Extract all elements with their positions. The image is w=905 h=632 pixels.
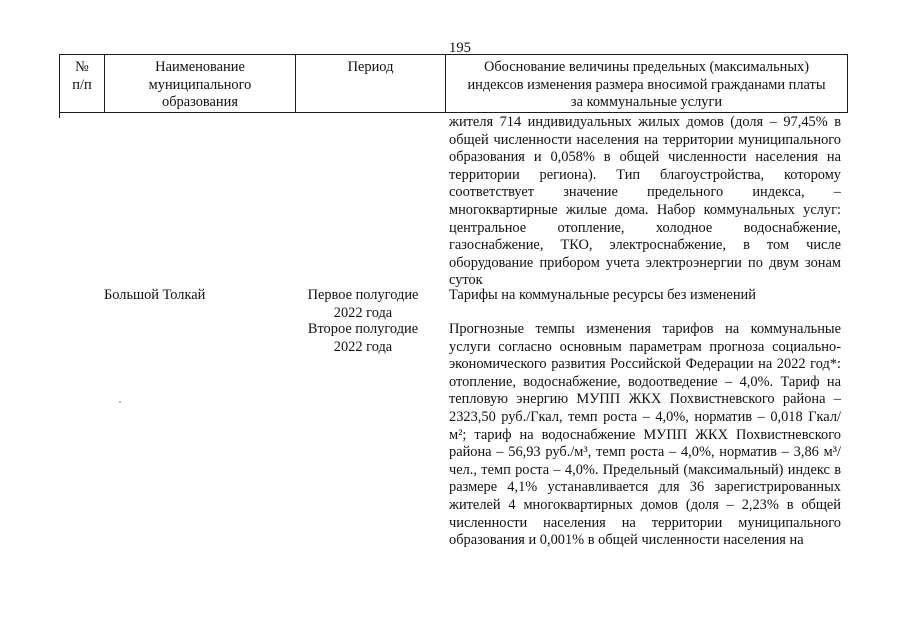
page-number: 195 [449,40,471,56]
header-number: № п/п [72,59,92,93]
period-second-half: Второе полугодие 2022 года [307,321,419,355]
scan-speck [119,401,121,403]
municipality-name: Большой Толкай [104,287,206,303]
justification-second-half: Прогнозные темпы изменения тарифов на коммунальные услуги согласно основным параметрам прогноза социально-экономического развития Российской Федерации на 2022 год*: отопление, водоснабжение, водоотведение – 4,0%. Тариф на тепловую энергию МУПП ЖКХ Похвистневского района – 2323,50 руб./Гкал, темп роста – 4,0%, норматив – 0,018 Гкал/м²; тариф на водоснабжение МУПП ЖКХ Похвистневского района – 56,93 руб./м³, темп роста – 4,0%, норматив – 3,86 м³/чел., темп роста – 4,0%. Предельный (максимальный) индекс в размере 4,1% устанавливается для 36 зарегистрированных жителей 4 многоквартирных домов (доля – 2,23% в общей численности населения на территории муниципального образования и 0,001% в общей численности населения на [449,321,841,549]
header-municipality: Наименование муниципального образования [148,59,252,110]
header-period: Период [347,59,394,75]
period-first-half: Первое полугодие 2022 года [307,287,419,321]
table-left-border [59,112,60,118]
continuation-text: жителя 714 индивидуальных жилых домов (доля – 97,45% в общей численности населения на территории муниципального образования и 0,058% в общей численности населения на территории региона). Тип благоустройства, которому соответствует значение предельного индекса, – многоквартирные жилые дома. Набор коммунальных услуг: центральное отопление, холодное водоснабжение, газоснабжение, ТКО, электроснабжение, в том числе оборудование прибором учета электроэнергии по двум зонам суток [449,114,841,289]
header-justification: Обоснование величины предельных (максимальных) индексов изменения размера вносимой гражданами платы за коммунальные услуги [467,59,826,110]
justification-first-half: Тарифы на коммунальные ресурсы без изменений [449,287,756,303]
table-header [59,54,848,113]
